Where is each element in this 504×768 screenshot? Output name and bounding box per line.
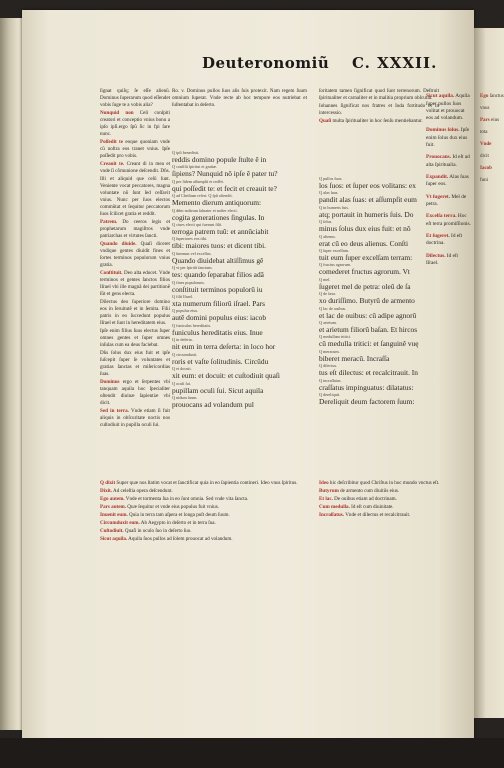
bottom-right-gloss-text: de armento cum diuitiis eius. xyxy=(338,488,400,494)
right-scripture-interlinear: Q fructus agrorum. xyxy=(319,262,351,268)
right-scripture-column xyxy=(319,176,441,496)
right-scripture-line: atq; portauit in humeris ſuis. Do xyxy=(319,209,414,219)
left-gloss-rubric: Nunquid non xyxy=(100,110,134,116)
center-scripture-line: Memento dierum antiquorum: xyxy=(172,198,262,208)
center-scripture-line: conſtituit terminos populorũ iu xyxy=(172,284,263,294)
edge-text: vnus xyxy=(480,106,490,111)
left-gloss-rubric: Dominus xyxy=(100,379,120,385)
left-gloss-paragraph xyxy=(100,139,170,160)
left-gloss-paragraph xyxy=(100,219,170,240)
bottom-right-gloss-text: hic deſcribitur quod Chriſtus in hoc mundo vnctus eſt. xyxy=(328,480,440,486)
left-gloss-paragraph xyxy=(100,161,170,175)
left-gloss-column xyxy=(100,88,170,433)
right-margin-notes xyxy=(426,88,471,658)
left-gloss-rubric: Poſſedit te xyxy=(100,139,124,145)
edge-paragraph xyxy=(480,141,504,148)
right-scripture-interlinear: Q de ſaxo. xyxy=(319,291,337,297)
bottom-gloss-rubric: Sicut aquila. xyxy=(100,536,128,542)
right-scripture-line: et lac de ouibus: cũ adipe agnorũ xyxy=(319,310,417,320)
margin-note-paragraph xyxy=(426,174,471,188)
right-gloss-paragraph xyxy=(319,103,439,117)
center-scripture-line: pupillam oculi ſui. Sicut aquila xyxy=(172,385,264,395)
left-gloss-text: Do ceeros legis et prophetarum magiſtros vnde patriarchas et virtutes ſancti. xyxy=(100,219,170,239)
edge-text: tota xyxy=(480,130,488,135)
edge-rubric: Vnde xyxy=(480,142,492,147)
next-page-edge-text xyxy=(480,88,504,189)
left-gloss-text: Celi conſpiti creatori et conceptio vnius bonu a ipſo ipſi.ergo ſpũ ſic in fpi ſare nunc. xyxy=(100,110,170,137)
left-gloss-text: Illi et aliquid que celũ ſunt. Veniente vocat peccatores, magna voluntate nõ ſunt ſed ceſſavit vnius. Nunc per ſuos electos commũtat et ſequitur peccatorum ſuos ſcilicet gratia et reddit. xyxy=(100,176,170,217)
center-scripture-interlinear: Q nidum ſuum. xyxy=(172,394,198,400)
edge-paragraph xyxy=(480,117,504,124)
margin-note-paragraph xyxy=(426,194,471,208)
bottom-gloss-rubric: Inuenit eum. xyxy=(100,512,128,518)
center-scripture-line: funiculus hereditatis eius. Inue xyxy=(172,327,263,337)
right-scripture-interlinear: Q dilectus. xyxy=(319,363,338,369)
bottom-gloss-paragraph xyxy=(100,520,304,527)
right-scripture-interlinear: Q alas ſuas. xyxy=(319,190,339,196)
center-scripture-interlinear: Q funiculus hereditatis. xyxy=(172,322,212,328)
right-scripture-line: et arietum filiorũ baſan. Et hircos xyxy=(319,325,418,335)
margin-note-paragraph xyxy=(426,213,471,227)
left-gloss-text: Dilectus deo ſuperiore domino eos in ſeruitutẽ et in ſemita. Filii patris in eo ſuccedunt populus Iſrael et ſunt in hereditatem eius. xyxy=(100,299,170,326)
center-scripture-line: xta numerum filiorũ iſrael. Pars xyxy=(172,299,265,309)
right-scripture-interlinear: Q in humeris ſuis. xyxy=(319,204,350,210)
right-scripture-interlinear: Q ſolus. xyxy=(319,219,333,225)
bottom-gloss-paragraph xyxy=(100,480,304,487)
left-gloss-paragraph xyxy=(100,328,170,349)
left-gloss-rubric: Conſtituit. xyxy=(100,270,123,276)
left-gloss-paragraph xyxy=(100,379,170,407)
center-scripture-interlinear: Q vt per ſpiritũ ſanctum. xyxy=(172,265,213,271)
margin-note-paragraph xyxy=(426,127,471,149)
bottom-gloss-rubric: Ego autem. xyxy=(100,496,125,502)
center-gloss-top xyxy=(172,88,307,144)
right-scripture-interlinear: Q arietum. xyxy=(319,320,337,326)
margin-note-text: Alas ſuas ſuper eos. xyxy=(426,174,469,188)
right-gloss-paragraph xyxy=(319,118,439,125)
edge-paragraph xyxy=(480,153,504,160)
right-gloss-paragraph xyxy=(319,88,439,102)
bottom-right-gloss-rubric: Ideo xyxy=(319,480,329,486)
bottom-gloss-paragraph xyxy=(100,504,304,511)
edge-rubric: Pars xyxy=(480,118,490,123)
manuscript-page xyxy=(22,10,474,738)
center-scripture-line: Quando diuidebat altiſſimus gẽ xyxy=(172,255,264,265)
margin-note-rubric: Dominus ſolus. xyxy=(426,127,460,134)
center-gloss-text: Ro. v. Dominus pullos ſuos alis ſuis protexit. Nam regem ſuum omnium ſuperat. Vnde recte ab hoc tempore eos nutriebat et ſuſtentabat in deſerto. xyxy=(172,88,307,108)
right-gloss-text: ſoritatem tamen ſignificat quod ſunt terrenorum. Deſtruit ſpiritualiter et carnaliter et in malitia proprium obſcurat. xyxy=(319,88,439,101)
margin-note-text: Id eſt doctrina. xyxy=(426,233,463,247)
center-scripture-interlinear: Q populus eius. xyxy=(172,308,199,314)
bottom-gloss-paragraph xyxy=(100,496,304,503)
left-gloss-rubric: Sed in terra. xyxy=(100,408,129,414)
margin-note-rubric: Et ſugeret. xyxy=(426,233,450,240)
margin-note-paragraph xyxy=(426,93,471,122)
right-gloss-rubric: Quaſi xyxy=(319,118,332,124)
center-scripture-line: nit eum in terra deſerta: in loco hor xyxy=(172,342,276,352)
center-scripture-interlinear: Q dñm noſtrum ſaluator et noſter electi. xyxy=(172,207,238,213)
margin-note-rubric: Vt ſugeret. xyxy=(426,193,451,200)
bottom-gloss-text: Quaſi in oculo ſuo in deſerto ſuo. xyxy=(123,528,192,534)
bottom-right-gloss-paragraph xyxy=(319,512,441,519)
center-scripture-interlinear: Q in deſerto. xyxy=(172,337,194,343)
bottom-gloss-text: Quia in terra tam aſpera et longa poſt deum ſuum. xyxy=(127,512,230,518)
left-gloss-text: ergo et ſerpentes vbi tanquam aquila hoc ſpecialiter oſtendit diuinæ ſapientiæ vbi dicit. xyxy=(100,379,170,406)
center-scripture-line: qui poſſedit te: et fecit et creauit te? xyxy=(172,183,277,193)
bottom-gloss-text: Aquila ſuos pullos ad ſolem prouocat ad volandum. xyxy=(127,536,233,542)
right-scripture-line: pandit alas ſuas: et aſſumpſit eum xyxy=(319,195,417,205)
left-gloss-paragraph xyxy=(100,88,170,109)
edge-paragraph xyxy=(480,129,504,136)
bottom-gloss-paragraph xyxy=(100,488,304,495)
center-scripture-interlinear: Q ipſi benedixit. xyxy=(172,150,200,155)
bottom-gloss-paragraph xyxy=(100,528,304,535)
left-gloss-text: Quaſi diceret vndique gentes diuidit fines et ſortes terminos populorum vnius gratia. xyxy=(100,241,170,268)
left-gloss-text: Dñs ſolus dux eius fuit et ipſe ſuſcepit ſuper ſe voluntates et gratias ſanctas et miſericordias ſuas. xyxy=(100,350,170,377)
right-gloss-top xyxy=(319,88,439,168)
bottom-right-gloss-column xyxy=(319,480,441,730)
right-scripture-interlinear: Q alienus. xyxy=(319,233,336,239)
left-gloss-paragraph xyxy=(100,299,170,327)
center-scripture-interlinear: Q per ſidem aſſumpſit et redẽit. xyxy=(172,178,224,184)
right-scripture-line: tuit eum ſuper excelſam terram: xyxy=(319,253,413,263)
bottom-right-gloss-text: Vnde et dilectus et recalcitrauit. xyxy=(344,512,411,518)
center-scripture-line: autẽ domini populus eius: iacob xyxy=(172,313,267,323)
bottom-gloss-rubric: Pars autem. xyxy=(100,504,127,510)
center-scripture-line: prouocans ad volandum pul xyxy=(172,399,254,409)
running-header-title: Deuteronomiũ xyxy=(202,54,330,72)
margin-note-rubric: Dilectus. xyxy=(426,252,446,259)
right-scripture-line: ſugeret mel de petra: oleũ de ſa xyxy=(319,281,411,291)
edge-text: dicit xyxy=(480,154,489,159)
right-scripture-interlinear: Q mel. xyxy=(319,276,331,282)
margin-note-rubric: Expandit. xyxy=(426,174,449,181)
center-scripture-line: terroga patrem tuũ: et annũciabit xyxy=(172,227,269,237)
bottom-right-gloss-paragraph xyxy=(319,496,441,503)
margin-note-text: Ipſe enim ſolus dux eius fuit. xyxy=(426,127,470,148)
bottom-gloss-text: Ab Aegypto in deſerto et in terra ſua. xyxy=(139,520,216,526)
bottom-gloss-rubric: Circumduxit eum. xyxy=(100,520,140,526)
center-scripture-interlinear: Q filii Iſrael. xyxy=(172,294,194,300)
edge-rubric: Iacob xyxy=(480,166,492,171)
running-header-chapter: C. XXXII. xyxy=(352,54,438,72)
bottom-gloss-paragraph xyxy=(100,536,304,543)
bottom-gloss-text: Super quæ nos ſtatim vocat et ſanctificat quia in eo ſapientia contineri. Ideo vnus ſpiritus. xyxy=(115,480,298,486)
left-gloss-text: Creant di in mea et vnde ſi cõmunione deſcendit. Dñs. xyxy=(100,161,170,174)
right-scripture-interlinear: Q incraſſatus. xyxy=(319,377,342,383)
center-scripture-interlinear: Q conſilii ſpiritui et gratiæ. xyxy=(172,164,218,170)
bottom-gloss-text: Quæ ſequitur et vnde eius populus fuit vnius. xyxy=(126,504,219,510)
right-scripture-interlinear: Q ſuper excelſam. xyxy=(319,248,349,254)
center-scripture-column xyxy=(172,150,307,470)
right-scripture-line: tus eſt dilectus: et recalcitrauit. In xyxy=(319,368,418,378)
right-scripture-line: xo duriſſimo. Butyrũ de armento xyxy=(319,296,415,306)
center-scripture-line: xit eum: et docuit: et cuſtodiuit quaſi xyxy=(172,371,280,381)
next-page-edge xyxy=(474,28,504,718)
center-scripture-interlinear: Q ſummus vel excelſus. xyxy=(172,250,212,256)
edge-rubric: Ego xyxy=(480,94,489,99)
bottom-gloss-rubric: Cuſtodiuit. xyxy=(100,528,124,534)
center-scripture-line: tibi: maiores tuos: et dicent tibi. xyxy=(172,241,267,251)
margin-note-paragraph xyxy=(426,154,471,168)
right-scripture-interlinear: Q dereliquit. xyxy=(319,392,341,398)
margin-note-text: Id eſt Iſrael. xyxy=(426,252,458,267)
margin-note-paragraph xyxy=(426,233,471,247)
center-scripture-line: tes: quando ſeparabat filios adã xyxy=(172,270,264,280)
bottom-right-gloss-paragraph xyxy=(319,480,441,487)
margin-note-text: Id eſt ad alta ſpiritualia. xyxy=(426,154,470,168)
bottom-right-gloss-rubric: Cum medulla. xyxy=(319,504,350,510)
left-gloss-paragraph xyxy=(100,241,170,269)
bottom-right-gloss-rubric: Et lac. xyxy=(319,496,333,502)
bottom-right-gloss-rubric: Incraſſatus. xyxy=(319,512,345,518)
left-gloss-text: ſignat quiſq; ſe eſſe alienũ. Dominus ſuperarum quod eſſendet vobis ſuge te a vobis alia? xyxy=(100,88,170,108)
right-scripture-line: Dereliquit deum factorem ſuum: xyxy=(319,397,415,407)
right-scripture-line: erat cũ eo deus alienus. Conſti xyxy=(319,238,409,248)
bottom-gloss-text: Ad celeſtia opera deſcendunt. xyxy=(112,488,173,494)
right-scripture-line: comederet fructus agrorum. Vt xyxy=(319,267,410,277)
edge-paragraph xyxy=(480,105,504,112)
bottom-gloss-column xyxy=(100,480,304,730)
left-gloss-rubric: Patrem. xyxy=(100,219,118,225)
margin-note-rubric: Sicut aquila. xyxy=(426,93,455,100)
center-scripture-interlinear: Q ad Chriſtum refert. Q ſpũ oſtendit. xyxy=(172,193,233,199)
left-gloss-text: Vnde etiam ſi fuit aliquis in obſcuritate noctis nos cuſtodiuit in pupilla oculi ſui. xyxy=(100,408,170,428)
right-scripture-line: craſſatus impinguatus: dilatatus: xyxy=(319,382,414,392)
margin-note-text: Mel de petra. xyxy=(426,193,467,207)
center-scripture-interlinear: Q oculi ſui. xyxy=(172,380,191,386)
right-scripture-interlinear: Q pullos ſuos. xyxy=(319,176,343,181)
edge-text: eius xyxy=(489,118,500,123)
bottom-right-gloss-paragraph xyxy=(319,504,441,511)
center-scripture-interlinear: Q ciues electi qui fuerunt filii. xyxy=(172,222,223,228)
center-scripture-line: ſipiens? Nunquid nõ ipſe ẽ pater tu? xyxy=(172,169,278,179)
left-gloss-paragraph xyxy=(100,350,170,378)
bottom-gloss-rubric: Dixit. xyxy=(100,488,113,494)
right-gloss-text: Iohannes ſignificat nos fratres et Iuda fortitudo et in intercessio. xyxy=(319,103,439,116)
left-gloss-text: eoque quoniam vnde cũ noſtra eos tranet vnius. Ipſe poſſedit pro vobis. xyxy=(100,139,170,159)
right-scripture-line: los ſuos: et ſuper eos volitans: ex xyxy=(319,181,416,190)
margin-note-text: Hoc eſt terra promiſſionis. xyxy=(426,213,471,227)
left-gloss-paragraph xyxy=(100,408,170,429)
bottom-gloss-paragraph xyxy=(100,512,304,519)
bottom-gloss-text: Vnde et tormenta ſua in eo ſunt omnia. Sed vnde vita ſancta. xyxy=(124,496,249,502)
edge-paragraph xyxy=(480,177,504,184)
margin-note-rubric: Excelſa terra. xyxy=(426,213,457,220)
center-scripture-interlinear: Q fines populorum. xyxy=(172,279,205,285)
right-scripture-interlinear: Q meracum. xyxy=(319,348,340,354)
edge-text: funi xyxy=(480,178,489,183)
background-strip xyxy=(0,738,504,768)
center-scripture-interlinear: Q ſuperiores eos tibi. xyxy=(172,236,208,242)
edge-paragraph xyxy=(480,93,504,100)
right-scripture-line: biberet meracũ. Incraſſa xyxy=(319,353,390,363)
left-gloss-paragraph xyxy=(100,110,170,138)
right-scripture-line: minus ſolus dux eius fuit: et nõ xyxy=(319,224,411,234)
center-scripture-line: reddis domino popule ſtulte ẽ in xyxy=(172,155,267,164)
right-gloss-text: multa ſpiritualiter in hoc ſenſu mentiebantur. xyxy=(331,118,423,124)
margin-note-paragraph xyxy=(426,253,471,267)
bottom-right-gloss-paragraph xyxy=(319,488,441,495)
margin-note-rubric: Prouocans. xyxy=(426,154,452,161)
right-scripture-line: cũ medulla tritici: et ſanguinẽ vuę xyxy=(319,339,419,349)
left-gloss-rubric: Quando diuide. xyxy=(100,241,137,247)
bottom-right-gloss-text: De ouibus etiam ad doctrinam. xyxy=(332,496,397,502)
left-gloss-text: Ipſe enim filius ſuus electus ſuper omnes gentes et ſuper omnes inſulas cum ea deus faciebat. xyxy=(100,328,170,348)
right-scripture-interlinear: Q lac de ouibus. xyxy=(319,305,347,311)
left-gloss-text: Deo alta edocet. Vnde terminos et gentes ſanctos filios Iſrael vbi ille magnã dei partitionẽ ſũt et gens electa. xyxy=(100,270,170,297)
right-scripture-interlinear: Q medullam tritici. xyxy=(319,334,351,340)
center-scripture-line: roris et vaſte ſolitudinis. Circũdu xyxy=(172,356,269,366)
bottom-right-gloss-rubric: Butyrum xyxy=(319,488,339,494)
center-scripture-line: cogita generationes ſingulas. In xyxy=(172,212,265,222)
left-gloss-rubric: Creauit te. xyxy=(100,161,125,167)
left-gloss-paragraph xyxy=(100,176,170,218)
center-scripture-interlinear: Q circumduxit. xyxy=(172,351,198,357)
edge-text: ſanctus xyxy=(488,94,504,99)
left-gloss-paragraph xyxy=(100,270,170,298)
bottom-gloss-rubric: Q dixit xyxy=(100,480,116,486)
edge-paragraph xyxy=(480,165,504,172)
margin-note-text: Aquila ſuper pullos ſuos volitat et prouocat eos ad volandum. xyxy=(426,93,470,121)
center-scripture-interlinear: Q et docuit. xyxy=(172,366,192,372)
bottom-right-gloss-text: Id eſt cum diuinitate. xyxy=(349,504,394,510)
